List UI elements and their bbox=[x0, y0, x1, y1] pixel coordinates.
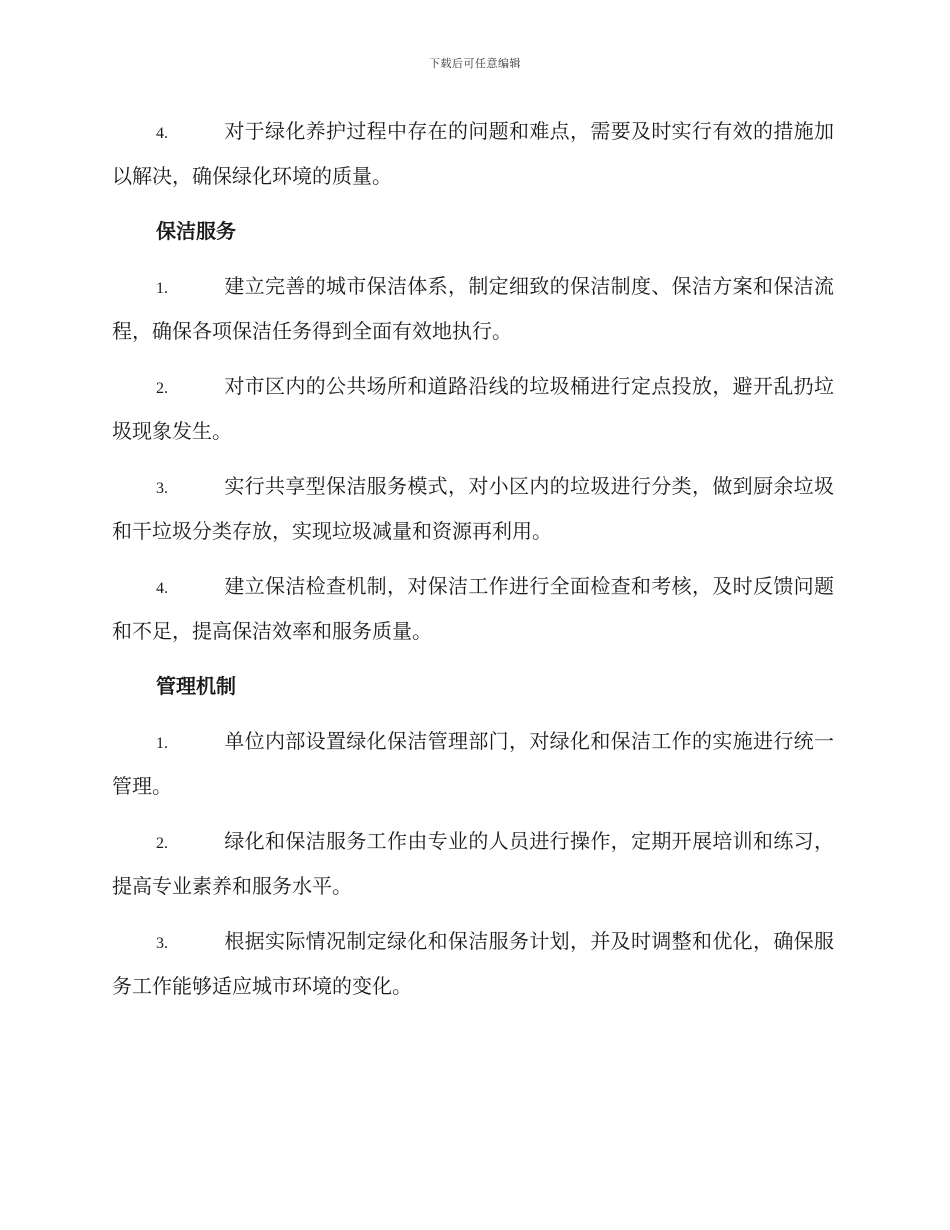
item-number: 2. bbox=[156, 380, 168, 397]
item-text: 绿化和保洁服务工作由专业的人员进行操作，定期开展培训和练习，提高专业素养和服务水平。 bbox=[112, 829, 834, 898]
item-number: 3. bbox=[156, 935, 168, 952]
list-item bbox=[112, 820, 834, 907]
section-heading-cleaning: 保洁服务 bbox=[156, 219, 236, 243]
list-item bbox=[112, 565, 834, 652]
item-number: 3. bbox=[156, 480, 168, 497]
list-item bbox=[112, 365, 834, 452]
item-text: 根据实际情况制定绿化和保洁服务计划，并及时调整和优化，确保服务工作能够适应城市环境的变化。 bbox=[112, 929, 834, 998]
document-body bbox=[112, 110, 834, 1020]
item-text: 对于绿化养护过程中存在的问题和难点，需要及时实行有效的措施加以解决，确保绿化环境的质量。 bbox=[112, 119, 834, 188]
item-text: 实行共享型保洁服务模式，对小区内的垃圾进行分类，做到厨余垃圾和干垃圾分类存放，实现垃圾减量和资源再利用。 bbox=[112, 474, 834, 543]
item-text: 建立完善的城市保洁体系，制定细致的保洁制度、保洁方案和保洁流程，确保各项保洁任务得到全面有效地执行。 bbox=[112, 274, 834, 343]
list-item bbox=[112, 920, 834, 1007]
item-text: 对市区内的公共场所和道路沿线的垃圾桶进行定点投放，避开乱扔垃圾现象发生。 bbox=[112, 374, 834, 443]
list-item bbox=[112, 465, 834, 552]
item-number: 4. bbox=[156, 125, 168, 142]
item-number: 1. bbox=[156, 735, 168, 752]
item-number: 4. bbox=[156, 580, 168, 597]
item-text: 单位内部设置绿化保洁管理部门，对绿化和保洁工作的实施进行统一管理。 bbox=[112, 729, 834, 798]
list-item bbox=[112, 265, 834, 352]
section-heading-management: 管理机制 bbox=[156, 674, 236, 698]
item-text: 建立保洁检查机制，对保洁工作进行全面检查和考核，及时反馈问题和不足，提高保洁效率和服务质量。 bbox=[112, 574, 834, 643]
page-header: 下载后可任意编辑 bbox=[429, 57, 521, 70]
list-item bbox=[112, 110, 834, 197]
list-item bbox=[112, 720, 834, 807]
item-number: 1. bbox=[156, 280, 168, 297]
item-number: 2. bbox=[156, 835, 168, 852]
